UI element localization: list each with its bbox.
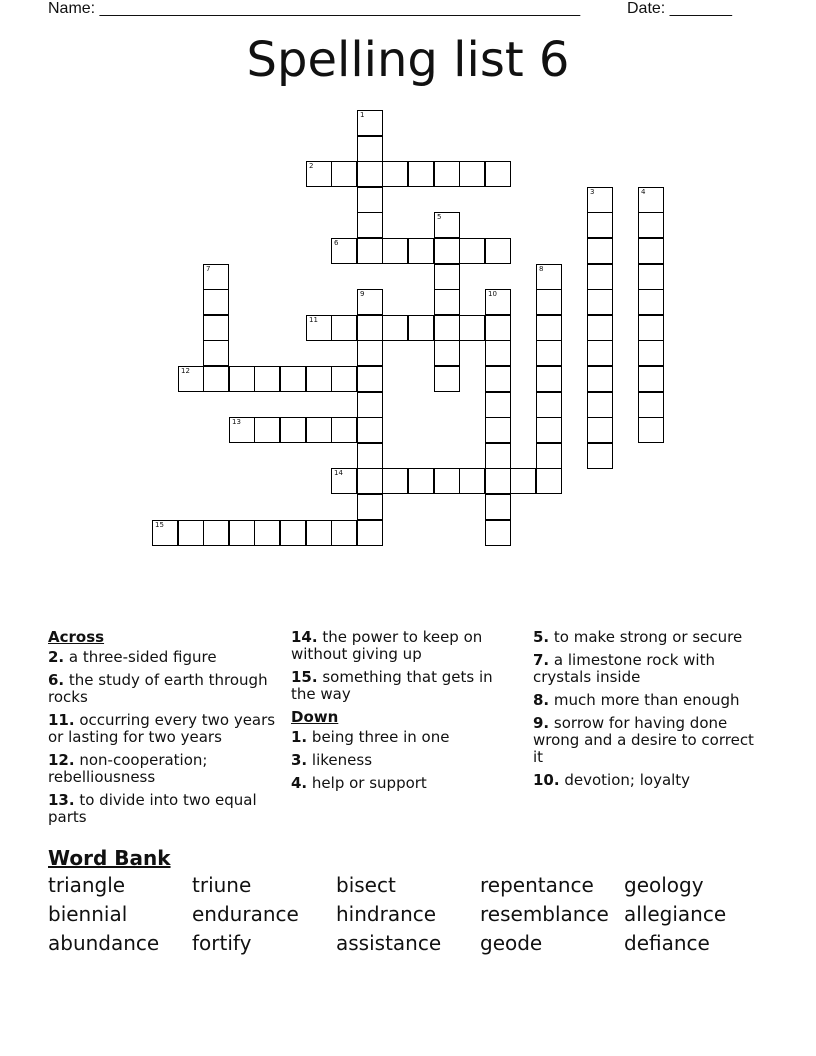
crossword-cell[interactable] xyxy=(434,366,460,392)
clue-number: 8 xyxy=(539,265,544,273)
crossword-cell[interactable] xyxy=(408,161,434,187)
word-bank-item: allegiance xyxy=(624,902,727,926)
crossword-cell[interactable] xyxy=(357,238,383,264)
crossword-cell[interactable] xyxy=(485,340,511,366)
crossword-cell[interactable] xyxy=(254,417,280,443)
word-bank-item: repentance xyxy=(480,873,594,897)
clue-down-3: 3. likeness xyxy=(291,751,373,769)
crossword-cell[interactable] xyxy=(382,468,408,494)
crossword-cell[interactable] xyxy=(536,315,562,341)
crossword-cell[interactable] xyxy=(587,212,613,238)
crossword-cell[interactable] xyxy=(178,520,204,546)
crossword-cell[interactable] xyxy=(638,264,664,290)
crossword-cell[interactable] xyxy=(203,289,229,315)
clue-down-9: 9. sorrow for having done wrong and a desire to correct it xyxy=(533,714,754,766)
clue-number: 10 xyxy=(488,290,497,298)
crossword-cell[interactable] xyxy=(536,366,562,392)
crossword-cell[interactable] xyxy=(638,417,664,443)
crossword-cell[interactable] xyxy=(485,289,511,315)
crossword-cell[interactable] xyxy=(306,366,332,392)
crossword-cell[interactable] xyxy=(254,366,280,392)
crossword-cell[interactable] xyxy=(434,340,460,366)
crossword-cell[interactable] xyxy=(638,340,664,366)
crossword-cell[interactable] xyxy=(229,417,255,443)
crossword-cell[interactable] xyxy=(152,520,178,546)
clue-number: 11 xyxy=(309,316,318,324)
crossword-cell[interactable] xyxy=(510,468,536,494)
crossword-cell[interactable] xyxy=(280,417,306,443)
crossword-cell[interactable] xyxy=(587,340,613,366)
crossword-cell[interactable] xyxy=(536,443,562,469)
crossword-cell[interactable] xyxy=(459,315,485,341)
clues-column-3 xyxy=(533,629,763,795)
crossword-cell[interactable] xyxy=(331,238,357,264)
clue-down-8: 8. much more than enough xyxy=(533,691,740,709)
crossword-cell[interactable] xyxy=(280,520,306,546)
crossword-cell[interactable] xyxy=(485,315,511,341)
word-bank-item: geology xyxy=(624,873,704,897)
crossword-cell[interactable] xyxy=(587,315,613,341)
crossword-cell[interactable] xyxy=(306,315,332,341)
name-field[interactable]: Name: ______________________________________________________ xyxy=(48,0,581,17)
word-bank-item: triune xyxy=(192,873,252,897)
crossword-cell[interactable] xyxy=(638,289,664,315)
down-heading: Down xyxy=(291,708,339,726)
crossword-cell[interactable] xyxy=(357,136,383,162)
word-bank-item: geode xyxy=(480,931,543,955)
clue-across-6: 6. the study of earth through rocks xyxy=(48,671,268,706)
crossword-cell[interactable] xyxy=(434,289,460,315)
word-bank-item: assistance xyxy=(336,931,442,955)
crossword-cell[interactable] xyxy=(485,392,511,418)
crossword-cell[interactable] xyxy=(331,315,357,341)
clue-number: 15 xyxy=(155,521,164,529)
clues-column-1 xyxy=(48,629,288,832)
crossword-cell[interactable] xyxy=(357,161,383,187)
crossword-cell[interactable] xyxy=(357,494,383,520)
crossword-cell[interactable] xyxy=(203,366,229,392)
word-bank-item: endurance xyxy=(192,902,299,926)
crossword-cell[interactable] xyxy=(408,315,434,341)
crossword-cell[interactable] xyxy=(357,468,383,494)
word-bank-item: resemblance xyxy=(480,902,609,926)
clue-number: 1 xyxy=(360,111,365,119)
crossword-cell[interactable] xyxy=(587,417,613,443)
crossword-cell[interactable] xyxy=(485,443,511,469)
clue-number: 12 xyxy=(181,367,190,375)
clue-down-10: 10. devotion; loyalty xyxy=(533,771,691,789)
crossword-cell[interactable] xyxy=(485,494,511,520)
crossword-cell[interactable] xyxy=(331,520,357,546)
clues-column-2 xyxy=(291,629,521,798)
crossword-cell[interactable] xyxy=(408,468,434,494)
crossword-cell[interactable] xyxy=(357,212,383,238)
clue-number: 3 xyxy=(590,188,595,196)
crossword-cell[interactable] xyxy=(357,110,383,136)
crossword-cell[interactable] xyxy=(536,468,562,494)
crossword-cell[interactable] xyxy=(638,392,664,418)
crossword-cell[interactable] xyxy=(587,443,613,469)
crossword-cell[interactable] xyxy=(587,264,613,290)
crossword-cell[interactable] xyxy=(485,468,511,494)
word-bank xyxy=(48,873,768,955)
word-bank-item: triangle xyxy=(48,873,126,897)
crossword-cell[interactable] xyxy=(203,315,229,341)
clue-across-12: 12. non-cooperation; rebelliousness xyxy=(48,751,208,786)
crossword-cell[interactable] xyxy=(408,238,434,264)
crossword-cell[interactable] xyxy=(306,417,332,443)
crossword-cell[interactable] xyxy=(459,238,485,264)
crossword-cell[interactable] xyxy=(587,366,613,392)
crossword-cell[interactable] xyxy=(536,289,562,315)
crossword-cell[interactable] xyxy=(434,264,460,290)
crossword-cell[interactable] xyxy=(587,392,613,418)
crossword-cell[interactable] xyxy=(331,161,357,187)
crossword-cell[interactable] xyxy=(229,520,255,546)
date-field[interactable]: Date: _______ xyxy=(627,0,732,17)
clue-number: 7 xyxy=(206,265,211,273)
clue-across-2: 2. a three-sided figure xyxy=(48,648,217,666)
clue-number: 5 xyxy=(437,213,442,221)
crossword-cell[interactable] xyxy=(357,289,383,315)
crossword-cell[interactable] xyxy=(459,468,485,494)
clue-down-7: 7. a limestone rock with crystals inside xyxy=(533,651,715,686)
crossword-cell[interactable] xyxy=(638,366,664,392)
crossword-cell[interactable] xyxy=(229,366,255,392)
word-bank-item: fortify xyxy=(192,931,252,955)
clue-number: 13 xyxy=(232,418,241,426)
crossword-cell[interactable] xyxy=(434,212,460,238)
clue-down-4: 4. help or support xyxy=(291,774,427,792)
crossword-cell[interactable] xyxy=(357,366,383,392)
crossword-cell[interactable] xyxy=(638,315,664,341)
clue-across-15: 15. something that gets in the way xyxy=(291,668,493,703)
crossword-cell[interactable] xyxy=(587,238,613,264)
crossword-cell[interactable] xyxy=(178,366,204,392)
crossword-cell[interactable] xyxy=(536,417,562,443)
crossword-cell[interactable] xyxy=(434,315,460,341)
crossword-cell[interactable] xyxy=(587,187,613,213)
across-heading: Across xyxy=(48,628,105,646)
crossword-cell[interactable] xyxy=(382,238,408,264)
crossword-cell[interactable] xyxy=(306,161,332,187)
word-bank-item: hindrance xyxy=(336,902,437,926)
clue-number: 6 xyxy=(334,239,339,247)
crossword-cell[interactable] xyxy=(587,289,613,315)
crossword-cell[interactable] xyxy=(357,340,383,366)
crossword-cell[interactable] xyxy=(536,392,562,418)
crossword-cell[interactable] xyxy=(434,238,460,264)
crossword-cell[interactable] xyxy=(485,520,511,546)
crossword-cell[interactable] xyxy=(203,520,229,546)
crossword-cell[interactable] xyxy=(306,520,332,546)
word-bank-title: Word Bank xyxy=(48,846,171,870)
crossword-cell[interactable] xyxy=(357,443,383,469)
crossword-cell[interactable] xyxy=(536,264,562,290)
word-bank-item: bisect xyxy=(336,873,396,897)
clue-number: 4 xyxy=(641,188,646,196)
crossword-cell[interactable] xyxy=(434,468,460,494)
clue-down-1: 1. being three in one xyxy=(291,728,450,746)
clue-number: 14 xyxy=(334,469,343,477)
crossword-cell[interactable] xyxy=(536,340,562,366)
crossword-cell[interactable] xyxy=(638,238,664,264)
crossword-cell[interactable] xyxy=(357,392,383,418)
crossword-cell[interactable] xyxy=(485,417,511,443)
crossword-cell[interactable] xyxy=(434,161,460,187)
crossword-cell[interactable] xyxy=(203,340,229,366)
crossword-cell[interactable] xyxy=(485,161,511,187)
crossword-cell[interactable] xyxy=(382,315,408,341)
crossword-cell[interactable] xyxy=(357,520,383,546)
crossword-cell[interactable] xyxy=(331,417,357,443)
crossword-cell[interactable] xyxy=(280,366,306,392)
crossword-cell[interactable] xyxy=(638,187,664,213)
crossword-cell[interactable] xyxy=(357,187,383,213)
word-bank-item: abundance xyxy=(48,931,160,955)
clue-across-13: 13. to divide into two equal parts xyxy=(48,791,257,826)
crossword-cell[interactable] xyxy=(331,366,357,392)
word-bank-item: defiance xyxy=(624,931,710,955)
clue-number: 2 xyxy=(309,162,314,170)
crossword-cell[interactable] xyxy=(357,315,383,341)
crossword-cell[interactable] xyxy=(382,161,408,187)
crossword-cell[interactable] xyxy=(331,468,357,494)
clue-number: 9 xyxy=(360,290,365,298)
crossword-cell[interactable] xyxy=(485,238,511,264)
page-title: Spelling list 6 xyxy=(246,32,570,88)
clue-across-11: 11. occurring every two years or lasting for two years xyxy=(48,711,276,746)
crossword-cell[interactable] xyxy=(485,366,511,392)
crossword-cell[interactable] xyxy=(254,520,280,546)
clue-down-5: 5. to make strong or secure xyxy=(533,628,743,646)
word-bank-item: biennial xyxy=(48,902,128,926)
crossword-cell[interactable] xyxy=(638,212,664,238)
crossword-cell[interactable] xyxy=(203,264,229,290)
clue-across-14: 14. the power to keep on without giving up xyxy=(291,628,483,663)
crossword-cell[interactable] xyxy=(357,417,383,443)
crossword-cell[interactable] xyxy=(459,161,485,187)
